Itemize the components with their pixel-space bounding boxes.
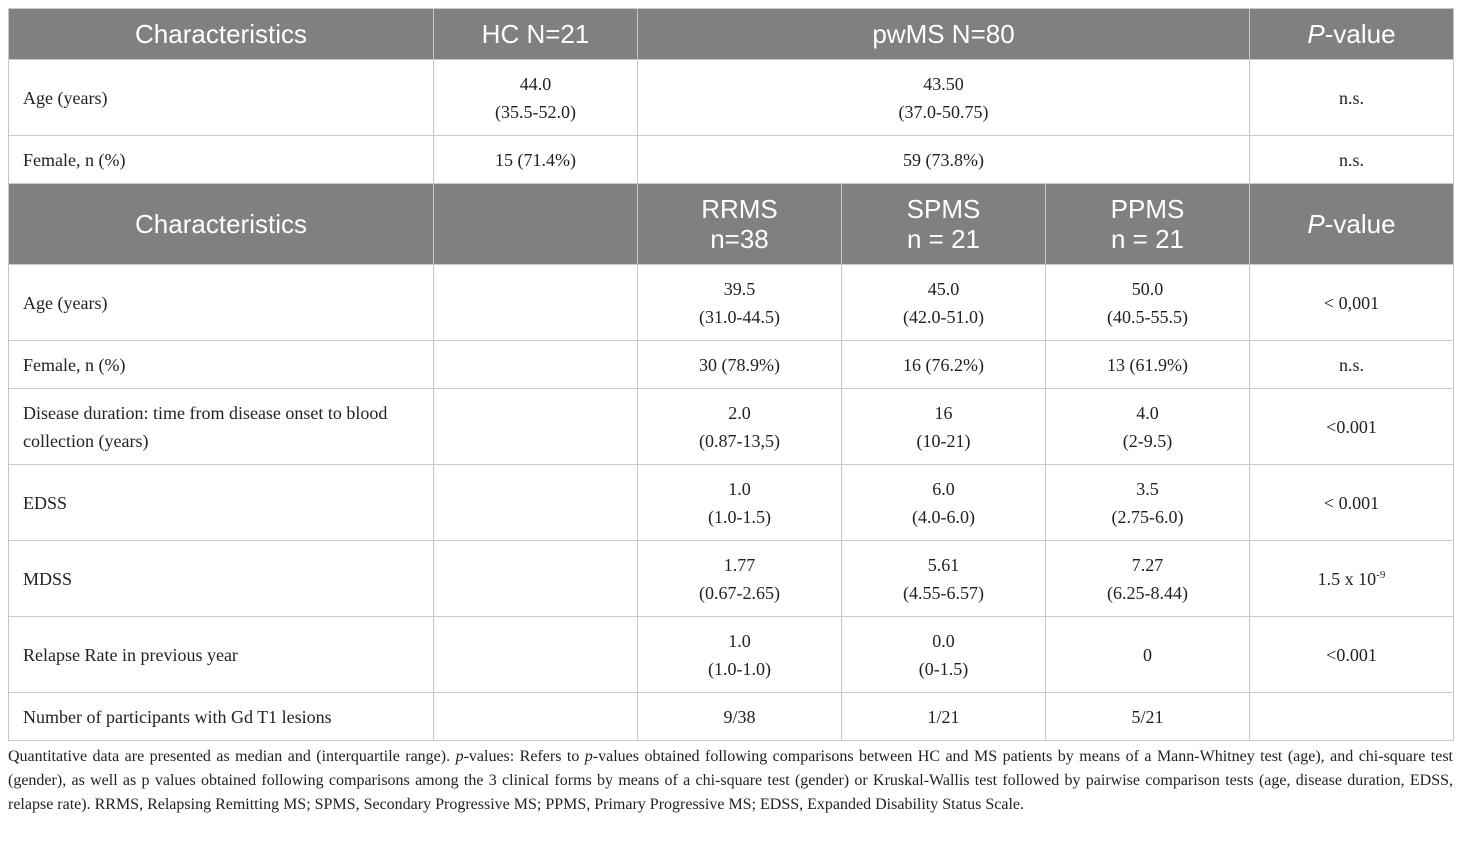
table-row bbox=[9, 617, 1454, 693]
characteristics-table bbox=[8, 8, 1454, 741]
p-value: < 0,001 bbox=[1250, 265, 1454, 341]
empty-cell bbox=[434, 465, 638, 541]
row-label: Number of participants with Gd T1 lesions bbox=[9, 693, 434, 741]
row-label: Female, n (%) bbox=[9, 341, 434, 389]
p-value: 1.5 x $10^{-9}$ bbox=[1250, 541, 1454, 617]
table-row bbox=[9, 541, 1454, 617]
table-container bbox=[8, 8, 1453, 817]
rrms-value: 9/38 bbox=[638, 693, 842, 741]
p-value: n.s. bbox=[1250, 60, 1454, 136]
hc-value: 15 (71.4%) bbox=[434, 136, 638, 184]
table-row bbox=[9, 389, 1454, 465]
ppms-value: 7.27 (6.25-8.44) bbox=[1046, 541, 1250, 617]
p-value: n.s. bbox=[1250, 341, 1454, 389]
row-label: MDSS bbox=[9, 541, 434, 617]
header-empty bbox=[434, 184, 638, 265]
rrms-value: 2.0 (0.87-13,5) bbox=[638, 389, 842, 465]
p-value: <0.001 bbox=[1250, 389, 1454, 465]
header-rrms: RRMS n=38 bbox=[638, 184, 842, 265]
table-footnote: Quantitative data are presented as median and (interquartile range). p-values: Refers to p-values obtained following comparisons between HC and MS patients by means of a Mann-Whitney test (age), and chi-square test (gender), as well as p values obtained following comparisons among the 3 clinical forms by means of a chi-square test (gender) or Kruskal-Wallis test followed by pairwise comparison tests (age, disease duration, EDSS, relapse rate). RRMS, Relapsing Remitting MS; SPMS, Secondary Progressive MS; PPMS, Primary Progressive MS; EDSS, Expanded Disability Status Scale. bbox=[8, 748, 1454, 813]
empty-cell bbox=[434, 389, 638, 465]
spms-value: 1/21 bbox=[842, 693, 1046, 741]
table-row bbox=[9, 465, 1454, 541]
header-pwms: pwMS N=80 bbox=[638, 9, 1250, 60]
rrms-value: 39.5 (31.0-44.5) bbox=[638, 265, 842, 341]
spms-value: 16 (10-21) bbox=[842, 389, 1046, 465]
p-value: n.s. bbox=[1250, 136, 1454, 184]
pwms-value: 43.50 (37.0-50.75) bbox=[638, 60, 1250, 136]
table-row bbox=[9, 60, 1454, 136]
p-value bbox=[1250, 693, 1454, 741]
table-row bbox=[9, 693, 1454, 741]
spms-value: 6.0 (4.0-6.0) bbox=[842, 465, 1046, 541]
hc-value: 44.0 (35.5-52.0) bbox=[434, 60, 638, 136]
rrms-value: 1.77 (0.67-2.65) bbox=[638, 541, 842, 617]
rrms-value: 30 (78.9%) bbox=[638, 341, 842, 389]
empty-cell bbox=[434, 541, 638, 617]
empty-cell bbox=[434, 693, 638, 741]
clinical-forms-header-row bbox=[9, 184, 1454, 265]
ppms-value: 3.5 (2.75-6.0) bbox=[1046, 465, 1250, 541]
rrms-value: 1.0 (1.0-1.0) bbox=[638, 617, 842, 693]
row-label: Female, n (%) bbox=[9, 136, 434, 184]
spms-value: 0.0 (0-1.5) bbox=[842, 617, 1046, 693]
header-p-value: P-value bbox=[1250, 184, 1454, 265]
ppms-value: 0 bbox=[1046, 617, 1250, 693]
empty-cell bbox=[434, 341, 638, 389]
row-label: Disease duration: time from disease onset to blood collection (years) bbox=[9, 389, 434, 465]
row-label: Age (years) bbox=[9, 265, 434, 341]
ppms-value: 50.0 (40.5-55.5) bbox=[1046, 265, 1250, 341]
table-row bbox=[9, 341, 1454, 389]
p-value: < 0.001 bbox=[1250, 465, 1454, 541]
spms-value: 5.61 (4.55-6.57) bbox=[842, 541, 1046, 617]
table-row bbox=[9, 136, 1454, 184]
row-label: Relapse Rate in previous year bbox=[9, 617, 434, 693]
hc-vs-ms-header-row bbox=[9, 9, 1454, 60]
pwms-value: 59 (73.8%) bbox=[638, 136, 1250, 184]
header-ppms: PPMS n = 21 bbox=[1046, 184, 1250, 265]
spms-value: 45.0 (42.0-51.0) bbox=[842, 265, 1046, 341]
table-row bbox=[9, 265, 1454, 341]
p-value: <0.001 bbox=[1250, 617, 1454, 693]
row-label: EDSS bbox=[9, 465, 434, 541]
header-hc: HC N=21 bbox=[434, 9, 638, 60]
header-characteristics: Characteristics bbox=[9, 9, 434, 60]
row-label: Age (years) bbox=[9, 60, 434, 136]
ppms-value: 4.0 (2-9.5) bbox=[1046, 389, 1250, 465]
ppms-value: 5/21 bbox=[1046, 693, 1250, 741]
header-p-value: P-value bbox=[1250, 9, 1454, 60]
rrms-value: 1.0 (1.0-1.5) bbox=[638, 465, 842, 541]
empty-cell bbox=[434, 265, 638, 341]
empty-cell bbox=[434, 617, 638, 693]
ppms-value: 13 (61.9%) bbox=[1046, 341, 1250, 389]
header-spms: SPMS n = 21 bbox=[842, 184, 1046, 265]
header-characteristics: Characteristics bbox=[9, 184, 434, 265]
spms-value: 16 (76.2%) bbox=[842, 341, 1046, 389]
